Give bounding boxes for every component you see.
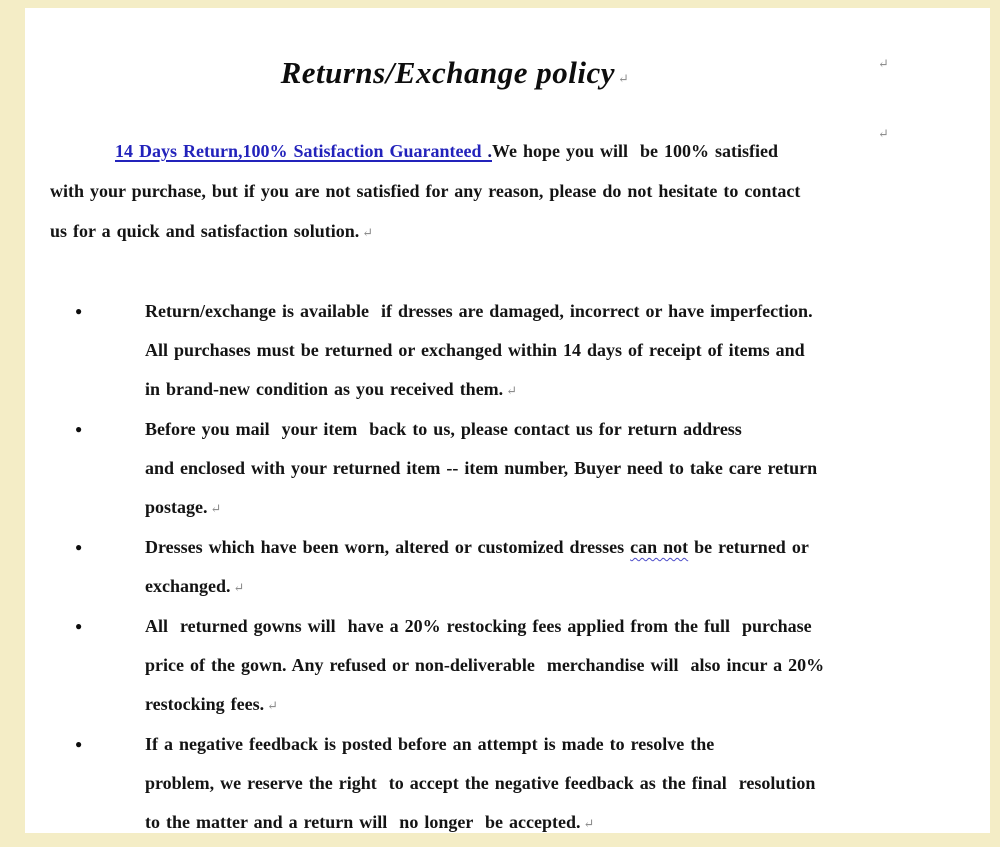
bullet-1-line-3 xyxy=(145,370,990,410)
bullet-4-line-2: price of the gown. Any refused or non-deliverable merchandise will also incur a 20% xyxy=(145,655,825,675)
intro-line-1 xyxy=(50,131,990,171)
list-item xyxy=(50,292,990,410)
list-item xyxy=(50,528,990,607)
bullet-icon: ● xyxy=(75,304,83,318)
bullet-4-line-3-text: restocking fees. xyxy=(145,694,265,714)
intro-line-3 xyxy=(50,211,990,253)
pilcrow-icon: ↵ xyxy=(618,71,630,86)
bullet-2-line-2: and enclosed with your returned item -- item number, Buyer need to take care return xyxy=(145,458,818,478)
bullet-3-line-2-text: exchanged. xyxy=(145,576,231,596)
bullet-2-line-3 xyxy=(145,488,990,528)
bullet-2-line-3-text: postage. xyxy=(145,497,208,517)
intro-line-1-rest: We hope you will be 100% satisfied xyxy=(492,141,779,161)
document-sheet xyxy=(25,8,990,833)
pilcrow-icon: ↵ xyxy=(210,501,222,516)
bullet-icon: ● xyxy=(75,422,83,436)
pilcrow-icon: ↵ xyxy=(267,698,279,713)
list-item xyxy=(50,725,990,843)
intro-line-2: with your purchase, but if you are not satisfied for any reason, please do not hesitate to contact xyxy=(50,181,801,201)
bullet-1-line-3-text: in brand-new condition as you received them. xyxy=(145,379,504,399)
document-content xyxy=(25,50,990,843)
bullet-5-line-2: problem, we reserve the right to accept the negative feedback as the final resolution xyxy=(145,773,816,793)
bullet-icon: ● xyxy=(75,737,83,751)
guarantee-link[interactable] xyxy=(115,141,492,161)
guarantee-link-text: 14 Days Return,100% Satisfaction Guaranteed xyxy=(115,141,482,161)
policy-bullet-list xyxy=(50,292,990,843)
pilcrow-icon: ↵ xyxy=(583,816,595,831)
pilcrow-icon: ↵ xyxy=(506,383,518,398)
bullet-2-line-1: Before you mail your item back to us, please contact us for return address xyxy=(145,419,742,439)
bullet-1-line-1: Return/exchange is available if dresses are damaged, incorrect or have imperfection. xyxy=(145,301,813,321)
bullet-5-line-3-text: to the matter and a return will no longer be accepted. xyxy=(145,812,581,832)
list-item xyxy=(50,607,990,725)
bullet-3-line-1-pre: Dresses which have been worn, altered or customized dresses xyxy=(145,537,631,557)
list-item xyxy=(50,410,990,528)
bullet-icon: ● xyxy=(75,540,83,554)
pilcrow-icon: ↵ xyxy=(362,225,374,240)
intro-line-3-text: us for a quick and satisfaction solution. xyxy=(50,221,360,241)
pilcrow-icon: ↵ xyxy=(233,580,245,595)
bullet-1-line-2: All purchases must be returned or exchanged within 14 days of receipt of items and xyxy=(145,340,805,360)
bullet-5-line-3 xyxy=(145,803,990,843)
bullet-4-line-3 xyxy=(145,685,990,725)
guarantee-link-period: . xyxy=(481,141,492,161)
page-title-text: Returns/Exchange policy xyxy=(280,55,616,90)
spellcheck-squiggle-text: can not xyxy=(630,537,689,557)
page-title xyxy=(50,50,860,102)
bullet-3-line-1-post: be returned or xyxy=(688,537,809,557)
bullet-icon: ● xyxy=(75,619,83,633)
pilcrow-icon: ↵ xyxy=(878,56,889,71)
bullet-5-line-1: If a negative feedback is posted before an attempt is made to resolve the xyxy=(145,734,715,754)
bullet-4-line-1: All returned gowns will have a 20% restocking fees applied from the full purchase xyxy=(145,616,812,636)
bullet-3-line-1 xyxy=(145,528,990,567)
bullet-3-line-2 xyxy=(145,567,990,607)
intro-paragraph xyxy=(50,131,990,253)
pilcrow-icon: ↵ xyxy=(878,126,889,141)
